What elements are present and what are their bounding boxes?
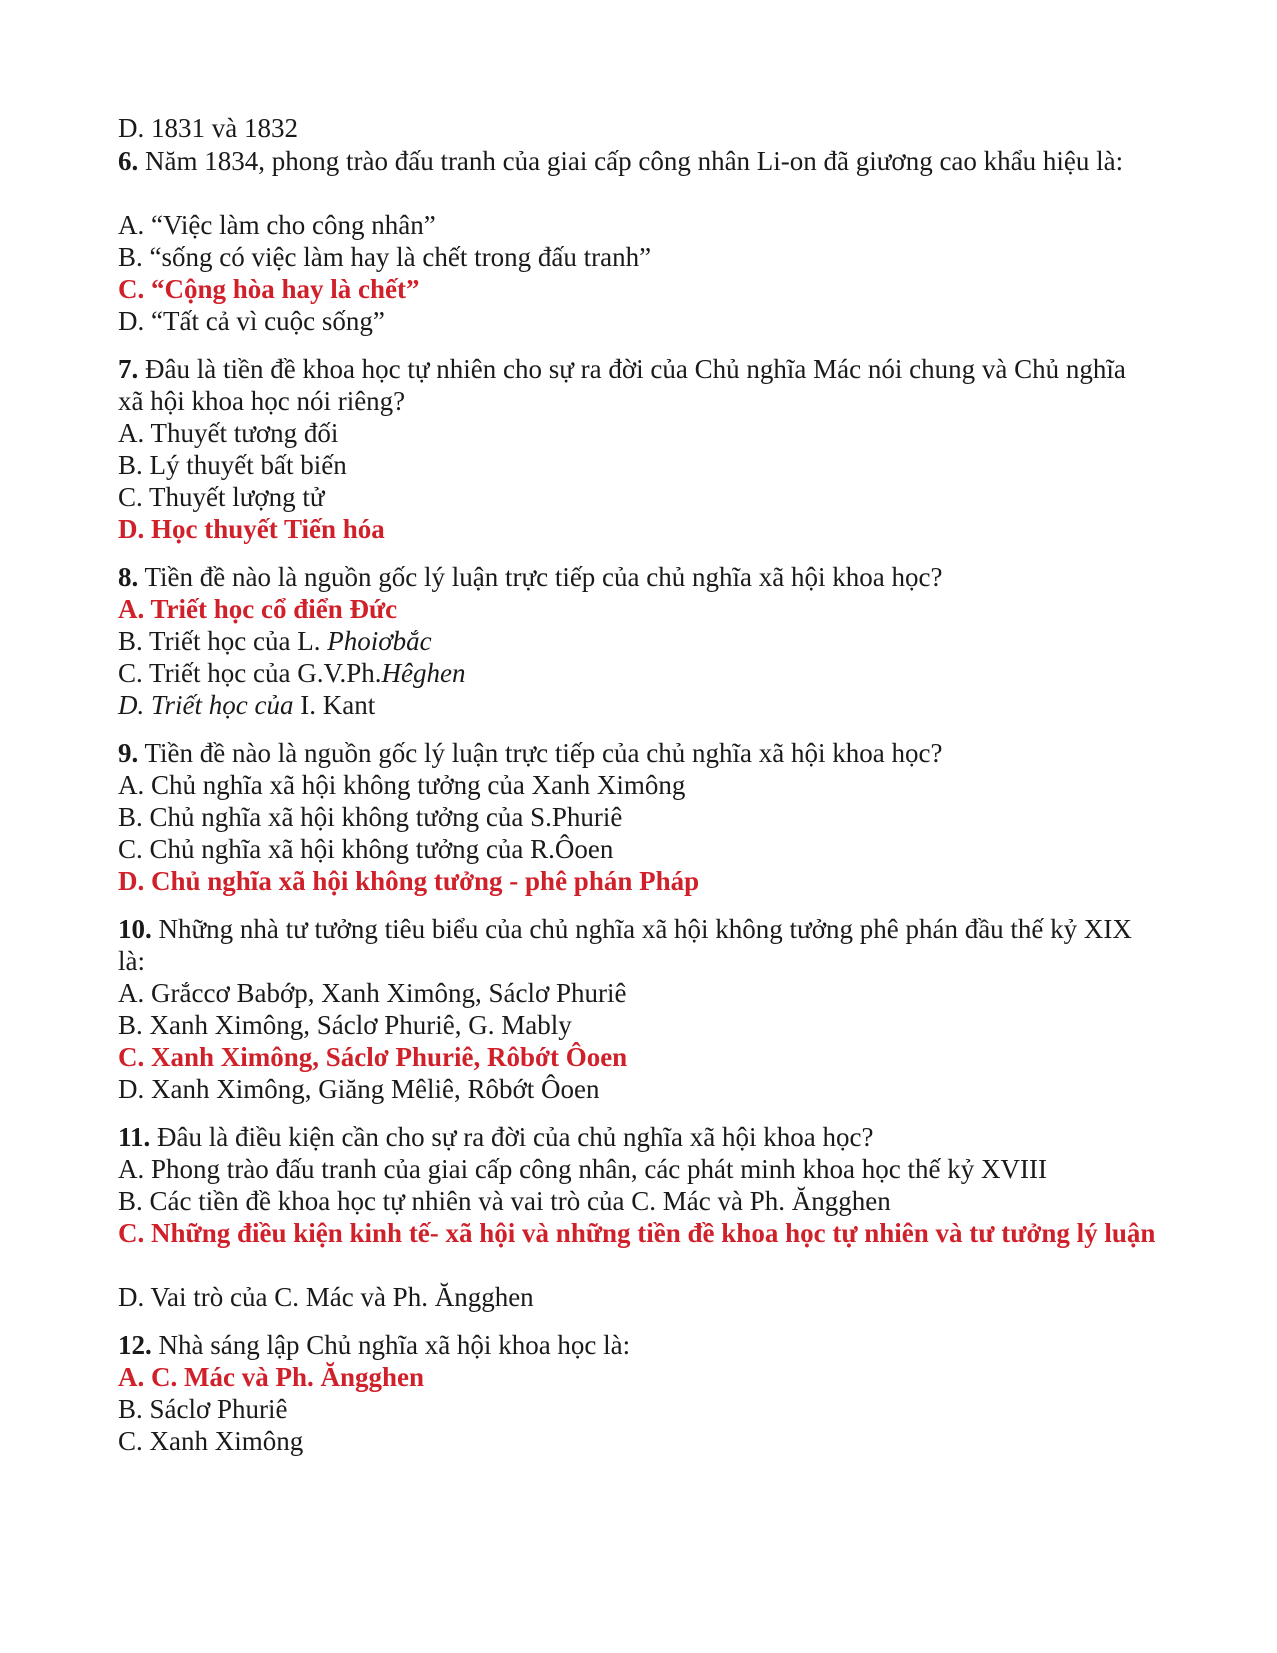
question-text: Những nhà tư tưởng tiêu biểu của chủ nghĩa xã hội không tưởng phê phán đầu thế kỷ XIX là: [118,914,1132,976]
option-9d-correct: D. Chủ nghĩa xã hội không tưởng - phê phán Pháp [118,866,700,896]
question-9 [118,737,942,769]
option-9b: B. Chủ nghĩa xã hội không tưởng của S.Phuriê [118,802,623,832]
question-10 [118,913,1158,977]
option-10c-correct: C. Xanh Ximông, Sáclơ Phuriê, Rôbớt Ôoen [118,1042,628,1072]
option-6d: D. “Tất cả vì cuộc sống” [118,306,385,336]
option-7c: C. Thuyết lượng tử [118,482,325,512]
option-11d: D. Vai trò của C. Mác và Ph. Ăngghen [118,1282,534,1312]
option-8b-name: Phoiơbắc [327,626,432,656]
option-6c-correct: C. “Cộng hòa hay là chết” [118,274,420,304]
option-8b-text: B. Triết học của L. [118,626,328,656]
option-9c: C. Chủ nghĩa xã hội không tưởng của R.Ôoen [118,834,614,864]
question-text: Đâu là tiền đề khoa học tự nhiên cho sự ra đời của Chủ nghĩa Mác nói chung và Chủ nghĩa xã hội khoa học nói riêng? [118,354,1126,416]
question-number: 6. [118,146,139,176]
option-5d: D. 1831 và 1832 [118,113,298,143]
question-6 [118,145,1158,177]
question-text: Đâu là điều kiện cần cho sự ra đời của chủ nghĩa xã hội khoa học? [150,1122,874,1152]
question-11 [118,1121,873,1153]
question-number: 12. [118,1330,152,1360]
option-6b: B. “sống có việc làm hay là chết trong đấu tranh” [118,242,652,272]
question-12 [118,1329,630,1361]
option-7a: A. Thuyết tương đối [118,418,339,448]
option-11a: A. Phong trào đấu tranh của giai cấp công nhân, các phát minh khoa học thế kỷ XVIII [118,1154,1047,1184]
option-8b [118,625,432,657]
question-number: 10. [118,914,152,944]
option-8c-text: C. Triết học của G.V.Ph. [118,658,382,688]
option-10d: D. Xanh Ximông, Giăng Mêliê, Rôbớt Ôoen [118,1074,600,1104]
question-number: 9. [118,738,139,768]
question-text: Nhà sáng lập Chủ nghĩa xã hội khoa học là: [151,1330,631,1360]
option-10b: B. Xanh Ximông, Sáclơ Phuriê, G. Mably [118,1010,572,1040]
option-8c-name: Hêghen [381,658,466,688]
option-8d-name: I. Kant [293,690,376,720]
question-text: Tiền đề nào là nguồn gốc lý luận trực tiếp của chủ nghĩa xã hội khoa học? [138,738,943,768]
option-8c [118,657,466,689]
question-number: 8. [118,562,139,592]
option-12c: C. Xanh Ximông [118,1426,304,1456]
option-11c-correct: C. Những điều kiện kinh tế- xã hội và những tiền đề khoa học tự nhiên và tư tưởng lý luận [118,1218,1156,1248]
option-6a: A. “Việc làm cho công nhân” [118,210,436,240]
option-7b: B. Lý thuyết bất biến [118,450,347,480]
option-7d-correct: D. Học thuyết Tiến hóa [118,514,385,544]
question-8 [118,561,942,593]
question-text: Năm 1834, phong trào đấu tranh của giai cấp công nhân Li-on đã giương cao khẩu hiệu là: [138,146,1124,176]
option-12a-correct: A. C. Mác và Ph. Ăngghen [118,1362,425,1392]
option-9a: A. Chủ nghĩa xã hội không tưởng của Xanh Ximông [118,770,686,800]
option-8a-correct: A. Triết học cổ điển Đức [118,594,398,624]
question-number: 11. [118,1122,151,1152]
option-11b: B. Các tiền đề khoa học tự nhiên và vai trò của C. Mác và Ph. Ăngghen [118,1186,891,1216]
option-10a: A. Grắccơ Babớp, Xanh Ximông, Sáclơ Phuriê [118,978,627,1008]
option-12b: B. Sáclơ Phuriê [118,1394,288,1424]
question-7 [118,353,1158,417]
question-text: Tiền đề nào là nguồn gốc lý luận trực tiếp của chủ nghĩa xã hội khoa học? [138,562,943,592]
option-8d [118,689,375,721]
question-number: 7. [118,354,139,384]
option-8d-text: D. Triết học của [118,690,294,720]
